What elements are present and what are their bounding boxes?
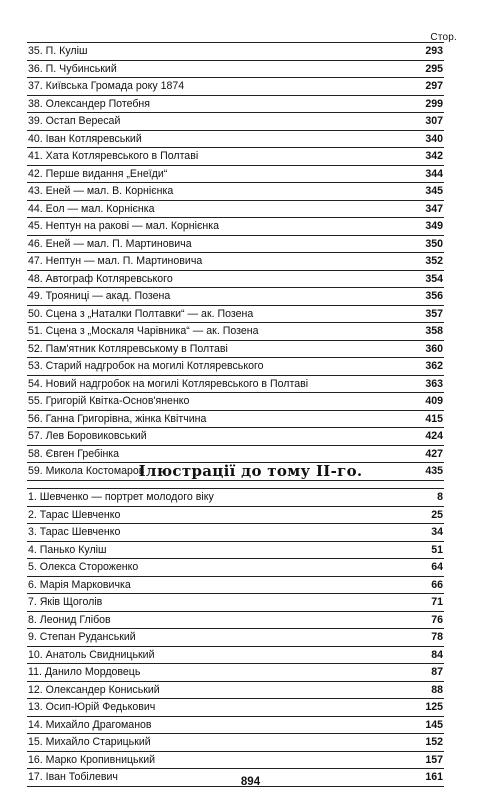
entry-page-number: 84 <box>431 648 443 661</box>
list-item <box>27 340 444 358</box>
entry-page-number: 345 <box>425 185 443 197</box>
entry-title: 48. Автограф Котляревського <box>28 272 173 285</box>
entry-title: 57. Лев Боровиковський <box>28 430 147 442</box>
entry-title: 47. Нептун — мал. П. Мартиновича <box>28 255 203 267</box>
list-item <box>27 95 444 113</box>
entry-page-number: 435 <box>425 465 443 477</box>
entry-page-number: 344 <box>425 167 443 180</box>
page-number: 894 <box>240 776 261 788</box>
entry-title: 41. Хата Котляревського в Полтаві <box>28 150 199 162</box>
entry-page-number: 8 <box>437 491 443 503</box>
list-item <box>27 252 444 270</box>
entry-page-number: 362 <box>425 360 443 372</box>
entry-page-number: 356 <box>425 290 443 302</box>
entry-title: 7. Яків Щоголів <box>28 596 103 608</box>
entry-page-number: 409 <box>425 395 443 407</box>
list-item <box>27 681 444 699</box>
entry-page-number: 307 <box>425 115 443 127</box>
entry-title: 6. Марія Марковичка <box>28 578 131 591</box>
entry-title: 17. Іван Тобілевич <box>28 771 118 783</box>
list-item <box>27 42 444 60</box>
entry-page-number: 352 <box>425 255 443 267</box>
illustrations-list-volume-2 <box>27 488 444 787</box>
entry-title: 10. Анатоль Свидницький <box>28 648 155 661</box>
entry-page-number: 66 <box>431 578 443 591</box>
list-item <box>27 77 444 95</box>
list-item <box>27 716 444 734</box>
entry-title: 3. Тарас Шевченко <box>28 526 121 538</box>
entry-title: 53. Старий надгробок на могилі Котляревського <box>28 360 264 372</box>
entry-title: 9. Степан Руданський <box>28 631 136 643</box>
list-item <box>27 147 444 165</box>
entry-page-number: 297 <box>425 80 443 92</box>
entry-title: 35. П. Куліш <box>28 45 88 57</box>
entry-page-number: 145 <box>425 718 443 731</box>
entry-title: 13. Осип-Юрій Федькович <box>28 701 156 713</box>
entry-page-number: 295 <box>425 62 443 75</box>
list-item <box>27 60 444 78</box>
entry-title: 50. Сцена з „Наталки Полтавки“ — ак. Позена <box>28 307 254 320</box>
entry-title: 38. Олександер Потебня <box>28 97 150 110</box>
entry-page-number: 360 <box>425 342 443 355</box>
entry-page-number: 299 <box>425 97 443 110</box>
list-item <box>27 130 444 148</box>
list-item <box>27 427 444 445</box>
entry-page-number: 363 <box>425 377 443 390</box>
entry-title: 42. Перше видання „Енеїди“ <box>28 167 168 180</box>
list-item <box>27 182 444 200</box>
entry-title: 44. Еол — мал. Корнієнка <box>28 202 155 215</box>
list-item <box>27 541 444 559</box>
list-item <box>27 235 444 253</box>
list-item <box>27 270 444 288</box>
entry-title: 8. Леонид Глібов <box>28 613 111 626</box>
list-item <box>27 751 444 769</box>
list-item <box>27 663 444 681</box>
list-item <box>27 628 444 646</box>
list-item <box>27 445 444 463</box>
entry-title: 36. П. Чубинський <box>28 62 117 75</box>
entry-title: 56. Ганна Григорівна, жінка Квітчина <box>28 412 207 425</box>
entry-title: 55. Григорій Квітка-Основ'яненко <box>28 395 190 407</box>
entry-page-number: 87 <box>431 666 443 678</box>
section-title: Ілюстрації до тому II-го. <box>138 462 363 480</box>
list-item <box>27 217 444 235</box>
entry-page-number: 424 <box>425 430 443 442</box>
entry-title: 40. Іван Котляревський <box>28 132 142 145</box>
entry-page-number: 88 <box>431 683 443 696</box>
entry-page-number: 76 <box>431 613 443 626</box>
entry-title: 51. Сцена з „Москаля Чарівника“ — ак. Позена <box>28 325 259 337</box>
list-item <box>27 322 444 340</box>
entry-title: 37. Київська Громада року 1874 <box>28 80 185 92</box>
entry-title: 12. Олександер Кониський <box>28 683 160 696</box>
entry-page-number: 349 <box>425 220 443 232</box>
list-item <box>27 488 444 506</box>
entry-title: 46. Еней — мал. П. Мартиновича <box>28 237 192 250</box>
list-item <box>27 698 444 716</box>
list-item <box>27 305 444 323</box>
list-item <box>27 576 444 594</box>
entry-page-number: 25 <box>431 508 443 521</box>
list-item <box>27 646 444 664</box>
entry-page-number: 125 <box>425 701 443 713</box>
entry-title: 11. Данило Мордовець <box>28 666 141 678</box>
entry-page-number: 157 <box>425 753 443 766</box>
entry-title: 4. Панько Куліш <box>28 543 107 556</box>
list-item <box>27 558 444 576</box>
entry-title: 59. Микола Костомаров <box>28 465 145 477</box>
list-item <box>27 523 444 541</box>
entry-page-number: 78 <box>431 631 443 643</box>
list-item <box>27 200 444 218</box>
entry-page-number: 34 <box>431 526 443 538</box>
entry-page-number: 152 <box>425 736 443 748</box>
entry-page-number: 161 <box>425 771 443 783</box>
entry-title: 58. Євген Гребінка <box>28 447 120 460</box>
entry-title: 5. Олекса Стороженко <box>28 561 139 573</box>
entry-page-number: 350 <box>425 237 443 250</box>
entry-title: 14. Михайло Драгоманов <box>28 718 152 731</box>
entry-title: 49. Трояниці — акад. Позена <box>28 290 171 302</box>
entry-title: 1. Шевченко — портрет молодого віку <box>28 491 214 503</box>
list-item <box>27 733 444 751</box>
entry-title: 52. Пам'ятник Котляревському в Полтаві <box>28 342 228 355</box>
entry-title: 16. Марко Кропивницький <box>28 753 156 766</box>
list-item <box>27 392 444 410</box>
entry-page-number: 64 <box>431 561 443 573</box>
entry-page-number: 358 <box>425 325 443 337</box>
list-item <box>27 375 444 393</box>
list-item <box>27 410 444 428</box>
list-item <box>27 165 444 183</box>
entry-title: 39. Остап Вересай <box>28 115 121 127</box>
list-item <box>27 112 444 130</box>
list-item <box>27 611 444 629</box>
list-item <box>27 287 444 305</box>
entry-title: 43. Еней — мал. В. Корнієнка <box>28 185 174 197</box>
entry-page-number: 415 <box>425 412 443 425</box>
entry-page-number: 357 <box>425 307 443 320</box>
entry-page-number: 71 <box>431 596 443 608</box>
entry-title: 15. Михайло Старицький <box>28 736 151 748</box>
entry-title: 2. Тарас Шевченко <box>28 508 121 521</box>
entry-title: 54. Новий надгробок на могилі Котляревського в Полтаві <box>28 377 309 390</box>
list-item <box>27 357 444 375</box>
page-column-header: Стор. <box>430 32 457 43</box>
entry-page-number: 51 <box>431 543 443 556</box>
entry-page-number: 293 <box>425 45 443 57</box>
list-item <box>27 506 444 524</box>
entry-title: 45. Нептун на ракові — мал. Корнієнка <box>28 220 220 232</box>
entry-page-number: 340 <box>425 132 443 145</box>
entry-page-number: 347 <box>425 202 443 215</box>
list-item <box>27 593 444 611</box>
entry-page-number: 427 <box>425 447 443 460</box>
entry-page-number: 354 <box>425 272 443 285</box>
entry-page-number: 342 <box>425 150 443 162</box>
illustrations-list-continued <box>27 42 444 481</box>
